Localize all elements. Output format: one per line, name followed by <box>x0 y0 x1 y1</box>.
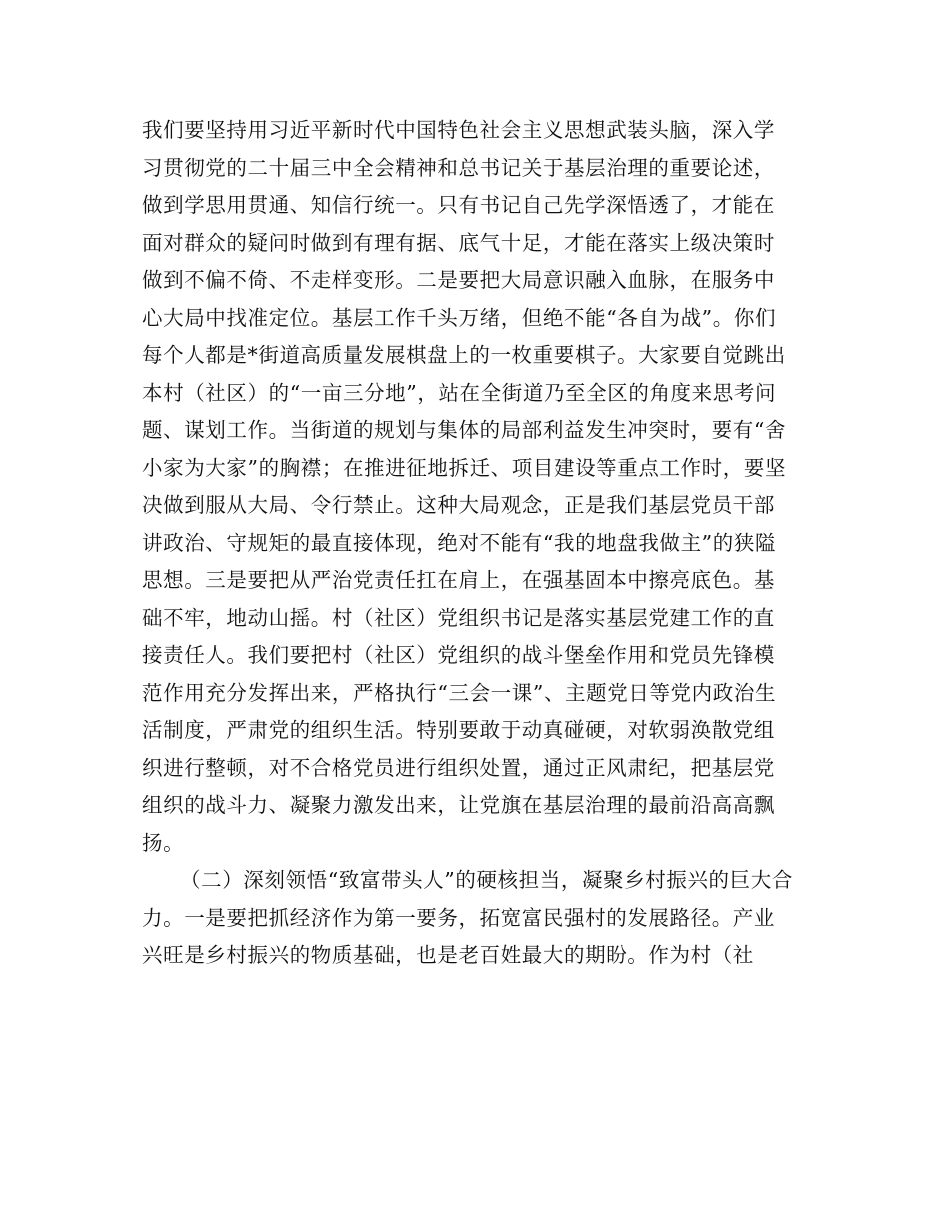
text-line: 力。一是要把抓经济作为第一要务，拓宽富民强村的发展路径。产业 <box>142 905 775 930</box>
text-line: （二）深刻领悟“致富带头人”的硬核担当，凝聚乡村振兴的巨大合 <box>180 868 793 892</box>
text-line: 每个人都是*街道高质量发展棋盘上的一枚重要棋子。大家要自觉跳出 <box>142 343 786 367</box>
text-line: 心大局中找准定位。基层工作千头万绪，但绝不能“各自为战”。你们 <box>142 305 777 330</box>
text-line: 习贯彻党的二十届三中全会精神和总书记关于基层治理的重要论述， <box>142 155 775 180</box>
text-line: 础不牢，地动山摇。村（社区）党组织书记是落实基层党建工作的直 <box>142 605 775 630</box>
text-line: 题、谋划工作。当街道的规划与集体的局部利益发生冲突时，要有“舍 <box>142 418 787 442</box>
paragraph-2 <box>142 862 822 975</box>
text-line: 织进行整顿，对不合格党员进行组织处置，通过正风肃纪，把基层党 <box>142 755 775 780</box>
text-line: 兴旺是乡村振兴的物质基础，也是老百姓最大的期盼。作为村（社 <box>142 943 754 967</box>
text-line: 扬。 <box>142 830 185 855</box>
text-line: 做到不偏不倚、不走样变形。二是要把大局意识融入血脉，在服务中 <box>142 268 775 292</box>
text-line: 做到学思用贯通、知信行统一。只有书记自己先学深悟透了，才能在 <box>142 193 775 217</box>
document-body <box>142 112 822 975</box>
text-line: 我们要坚持用习近平新时代中国特色社会主义思想武装头脑，深入学 <box>142 118 775 142</box>
text-line: 面对群众的疑问时做到有理有据、底气十足，才能在落实上级决策时 <box>142 230 775 255</box>
text-line: 决做到服从大局、令行禁止。这种大局观念，正是我们基层党员干部 <box>142 493 775 517</box>
text-line: 小家为大家”的胸襟；在推进征地拆迁、项目建设等重点工作时，要坚 <box>142 455 787 480</box>
text-line: 接责任人。我们要把村（社区）党组织的战斗堡垒作用和党员先锋模 <box>142 643 775 667</box>
text-line: 思想。三是要把从严治党责任扛在肩上，在强基固本中擦亮底色。基 <box>142 568 775 592</box>
text-line: 活制度，严肃党的组织生活。特别要敢于动真碰硬，对软弱涣散党组 <box>142 718 775 742</box>
text-line: 本村（社区）的“一亩三分地”，站在全街道乃至全区的角度来思考问 <box>142 380 777 405</box>
text-line: 范作用充分发挥出来，严格执行“三会一课”、主题党日等党内政治生 <box>142 680 777 705</box>
text-line: 讲政治、守规矩的最直接体现，绝对不能有“我的地盘我做主”的狭隘 <box>142 530 777 555</box>
paragraph-1 <box>142 112 822 862</box>
text-line: 组织的战斗力、凝聚力激发出来，让党旗在基层治理的最前沿高高飘 <box>142 793 775 817</box>
